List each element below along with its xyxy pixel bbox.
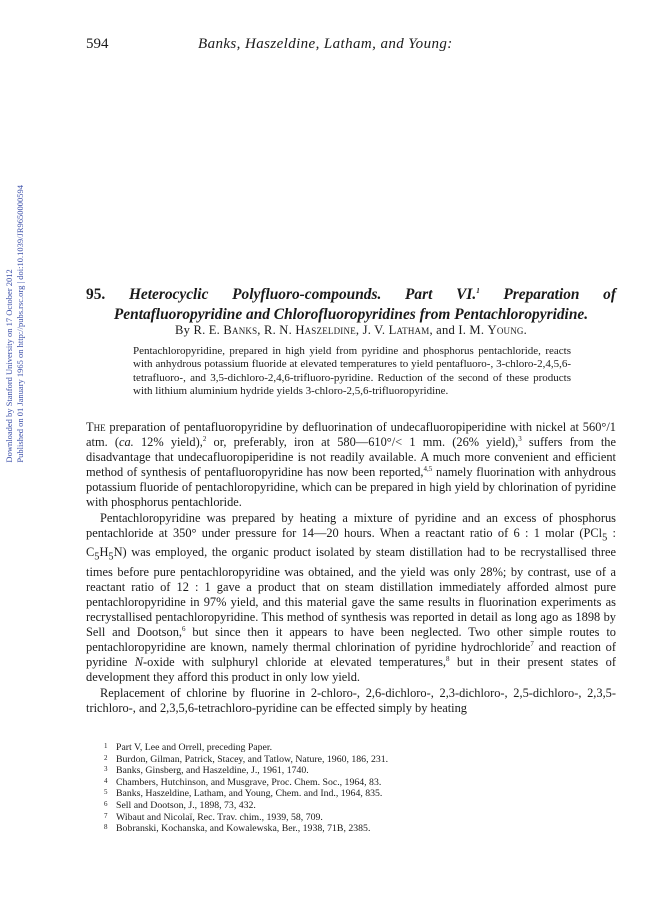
footnote-ref: 7 [530,640,534,649]
footnote-ref: 3 [518,434,522,443]
footnote-text: Part V, Lee and Orrell, preceding Paper. [116,742,273,753]
running-head: Banks, Haszeldine, Latham, and Young: [198,36,453,52]
footnote-text: Bobranski, Kochanska, and Kowalewska, Ber., 1938, 71B, 2385. [116,823,371,835]
footnote [104,788,604,800]
footnote [104,754,604,766]
footnote-text: Banks, Ginsberg, and Haszeldine, J., 1961, 1740. [116,765,309,777]
author-name: Banks [223,323,258,337]
footnote-ref: 2 [202,434,207,443]
footnote-mark: 6 [104,799,108,808]
footnote [104,742,604,754]
footnote [104,777,604,789]
doi-line[interactable]: Published on 01 January 1965 on http://pubs.rsc.org | doi:10.1039/JR9650000594 [15,185,25,463]
abstract: Pentachloropyridine, prepared in high yield from pyridine and phosphorus pentachloride, reacts with anhydrous potassium fluoride at elevated temperatures to yield pentafluoro-, 3-chloro-2,4,5,6-tetrafluoro-, and 3,5-dichloro-2,4,6-trifluoro-pyridine. Reduction of the second of these products with lithium aluminium hydride yields 3-chloro-2,5,6-trifluoropyridine. [133,345,571,398]
title-word: of [603,286,616,303]
footnote [104,812,604,824]
article-number: 95. [86,286,106,303]
footnote-mark: 4 [104,776,108,785]
title-word: VI. [456,286,477,303]
footnotes [104,742,604,835]
footnote-mark: 5 [104,788,108,797]
paragraph-2: Pentachloropyridine was prepared by heating a mixture of pyridine and an excess of phosphorus pentachloride at 350° under pressure for 14—20 hours. When a reactant ratio of 6 : 1 molar (PCl$_5$ : $C_5H_5N$) was employed, the organic product isolated by steam distillation had to be recrystallised three times before pure pentachloropyridine was obtained, and the yield was only 28%; by contrast, use of a reactant ratio of 12 : 1 gave a product that on steam distillation immediately afforded almost pure pentachloropyridine in 97% yield, and this material gave the same results in fluorination experiments as recrystallised pentachloropyridine. This method of synthesis was reported in detail as long ago as 1898 by Sell and Dootson,$^6$ but since then it appears to have been neglected. Two other simple routes to pentachloropyridine are known, namely thermal chlorination of pyridine hydrochloride$^7$ and reaction of pyridine N-oxide with sulphuryl chloride at elevated temperatures,$^8$ but in their present states of development they afford this product in only low yield. [86,510,616,685]
author-name: Young [487,323,524,337]
footnote-mark: 2 [104,753,108,762]
footnote-text: Burdon, Gilman, Patrick, Stacey, and Tatlow, Nature, 1960, 186, 231. [116,753,389,765]
footnote-ref: 6 [182,625,186,634]
footnote-text: Wibaut and Nicolaï, Rec. Trav. chim., 1939, 58, 709. [116,811,323,823]
author-initials: R. N. [264,323,292,337]
author-line: By R. E. Banks, R. N. Haszeldine, J. V. Latham, and I. M. Young. [175,323,527,337]
page-number: 594 [86,36,109,52]
title-line-1 [86,285,616,305]
footnote-mark: 3 [104,765,108,774]
page-header [86,36,606,56]
title-word: Polyfluoro-compounds. [232,286,382,303]
footnote-ref: 8 [446,655,450,664]
footnote-mark: 1 [104,742,108,750]
paragraph-3: Replacement of chlorine by fluorine in 2-chloro-, 2,6-dichloro-, 2,3-dichloro-, 2,5-dichloro-, 2,3,5-trichloro-, and 2,3,5,6-tetrachloro-pyridine can be effected simply by heating [86,685,616,715]
download-notice [4,185,26,463]
article-body [86,420,616,716]
footnote-mark: 8 [104,823,108,832]
title-footnote-ref: 1 [476,286,480,295]
download-line: Downloaded by Stanford University on 17 October 2012 [4,269,14,463]
author-initials: J. V. [362,323,386,337]
title-word: Heterocyclic [128,286,209,303]
footnote-ref: 4,5 [423,465,433,474]
footnote-text: Chambers, Hutchinson, and Musgrave, Proc. Chem. Soc., 1964, 83. [116,776,382,788]
by-label: By [175,323,191,337]
title-part-number [456,285,480,305]
title-word: Part [405,286,433,303]
drop-lead: The [86,420,106,434]
footnote [104,800,604,812]
footnote-text: Banks, Haszeldine, Latham, and Young, Chem. and Ind., 1964, 835. [116,788,383,800]
footnote-mark: 7 [104,811,108,820]
article-title [86,285,616,325]
footnote [104,823,604,835]
author-name: Latham [388,323,430,337]
author-initials: R. E. [193,323,221,337]
title-word: Preparation [503,286,580,303]
title-line-2: Pentafluoropyridine and Chlorofluoropyridines from Pentachloropyridine. [113,306,589,323]
and-label: and [436,323,455,337]
footnote [104,765,604,777]
paragraph-1: The preparation of pentafluoropyridine by defluorination of undecafluoropiperidine with nickel at 560°/1 atm. (ca. 12% yield),$^2$ or, preferably, iron at 580—610°/< 1 mm. (26% yield),$^3$ suffers from the disadvantage that undecafluoropiperidine is not readily available. A much more convenient and efficient method of synthesis of pentafluoropyridine has now been reported,$^{4,5}$ namely fluorination with anhydrous potassium fluoride of pentachloropyridine, which can be prepared in high yield by chlorination of pyridine with phosphorus pentachloride. [86,420,616,510]
author-name: Haszeldine [295,323,356,337]
footnote-text: Sell and Dootson, J., 1898, 73, 432. [116,799,256,811]
author-initials: I. M. [458,323,485,337]
